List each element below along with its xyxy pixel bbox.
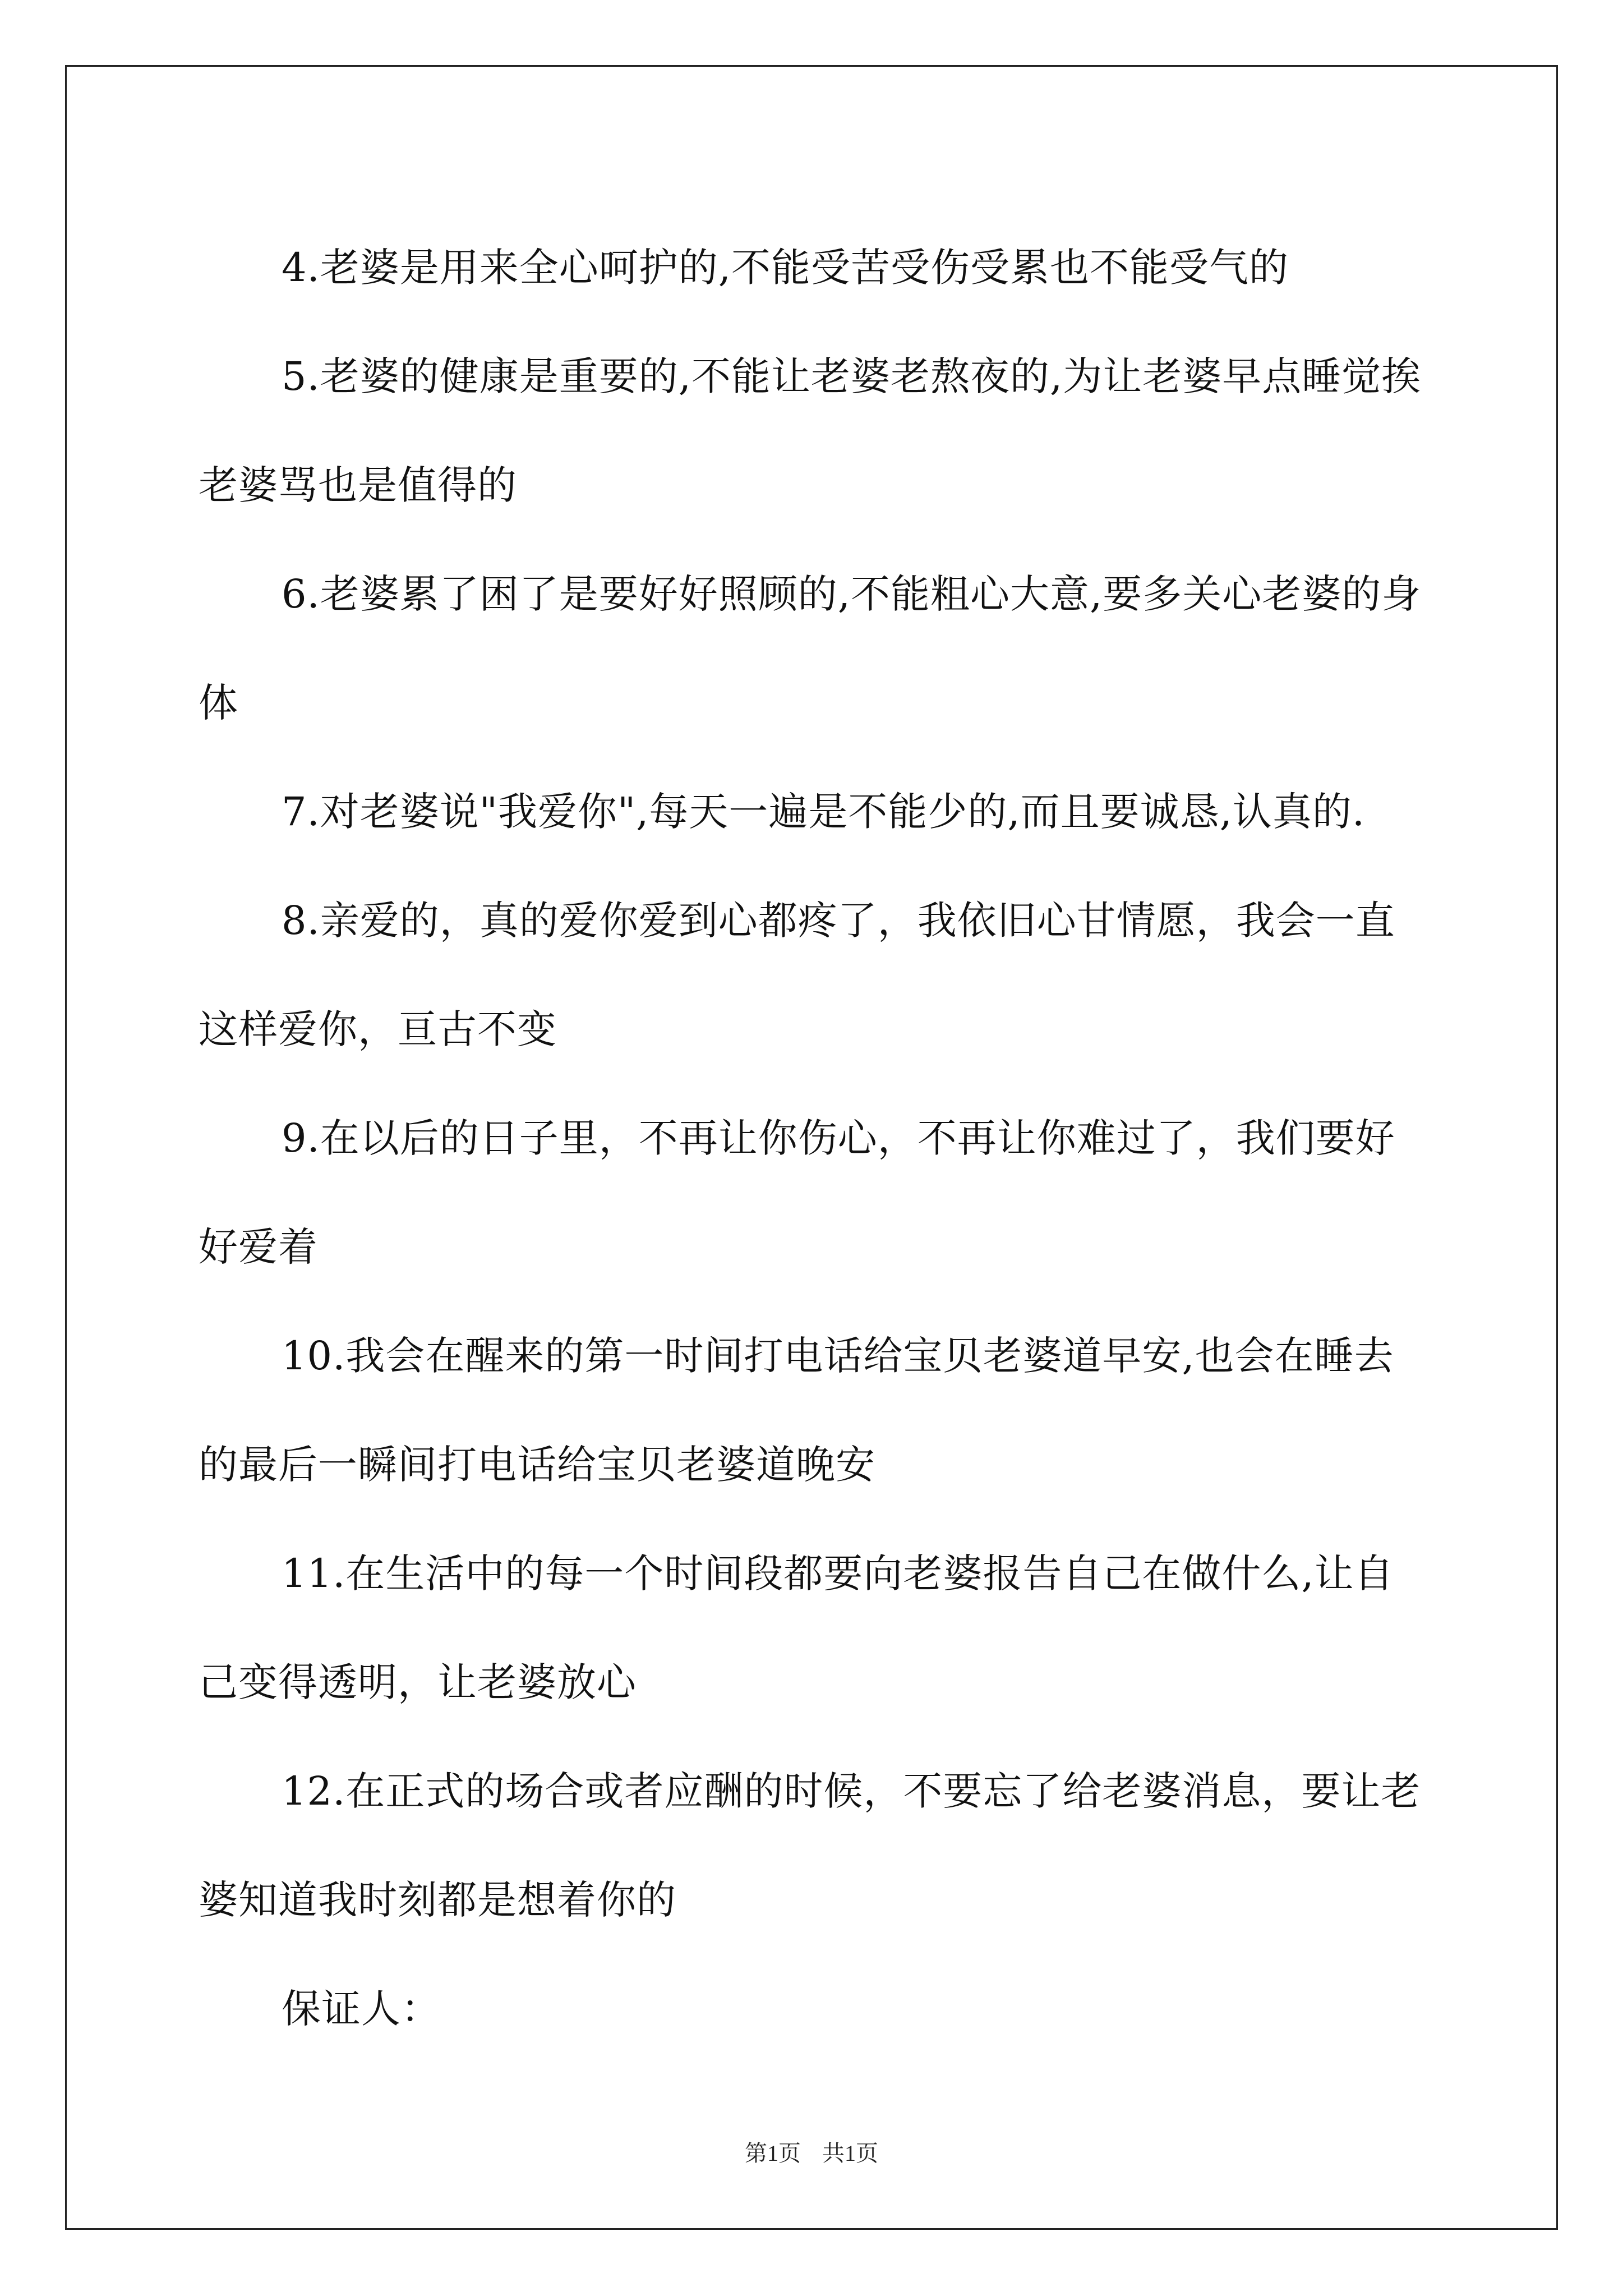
page-footer [0, 2136, 1623, 2168]
paragraph-item-11: 11.在生活中的每一个时间段都要向老婆报告自己在做什么,让自己变得透明，让老婆放心 [199, 1550, 1394, 1705]
paragraph-item-4: 4.老婆是用来全心呵护的,不能受苦受伤受累也不能受气的 [282, 245, 1289, 291]
paragraph-item-9: 9.在以后的日子里，不再让你伤心，不再让你难过了，我们要好好爱着 [199, 1115, 1395, 1270]
paragraph-item-6: 6.老婆累了困了是要好好照顾的,不能粗心大意,要多关心老婆的身体 [199, 571, 1422, 726]
paragraph-item-7: 7.对老婆说"我爱你",每天一遍是不能少的,而且要诚恳,认真的. [282, 789, 1366, 835]
document-body [199, 213, 1430, 2063]
guarantor-line: 保证人： [282, 1986, 441, 2032]
paragraph-item-12: 12.在正式的场合或者应酬的时候，不要忘了给老婆消息，要让老婆知道我时刻都是想着你的 [199, 1768, 1421, 1923]
paragraph-item-10: 10.我会在醒来的第一时间打电话给宝贝老婆道早安,也会在睡去的最后一瞬间打电话给宝贝老婆道晚安 [199, 1333, 1394, 1488]
page-number: 第1页 [745, 2141, 801, 2166]
paragraph-item-8: 8.亲爱的，真的爱你爱到心都疼了，我依旧心甘情愿，我会一直这样爱你，亘古不变 [199, 898, 1395, 1052]
paragraph-item-5: 5.老婆的健康是重要的,不能让老婆老熬夜的,为让老婆早点睡觉挨老婆骂也是值得的 [199, 353, 1422, 508]
page-total: 共1页 [822, 2141, 878, 2166]
